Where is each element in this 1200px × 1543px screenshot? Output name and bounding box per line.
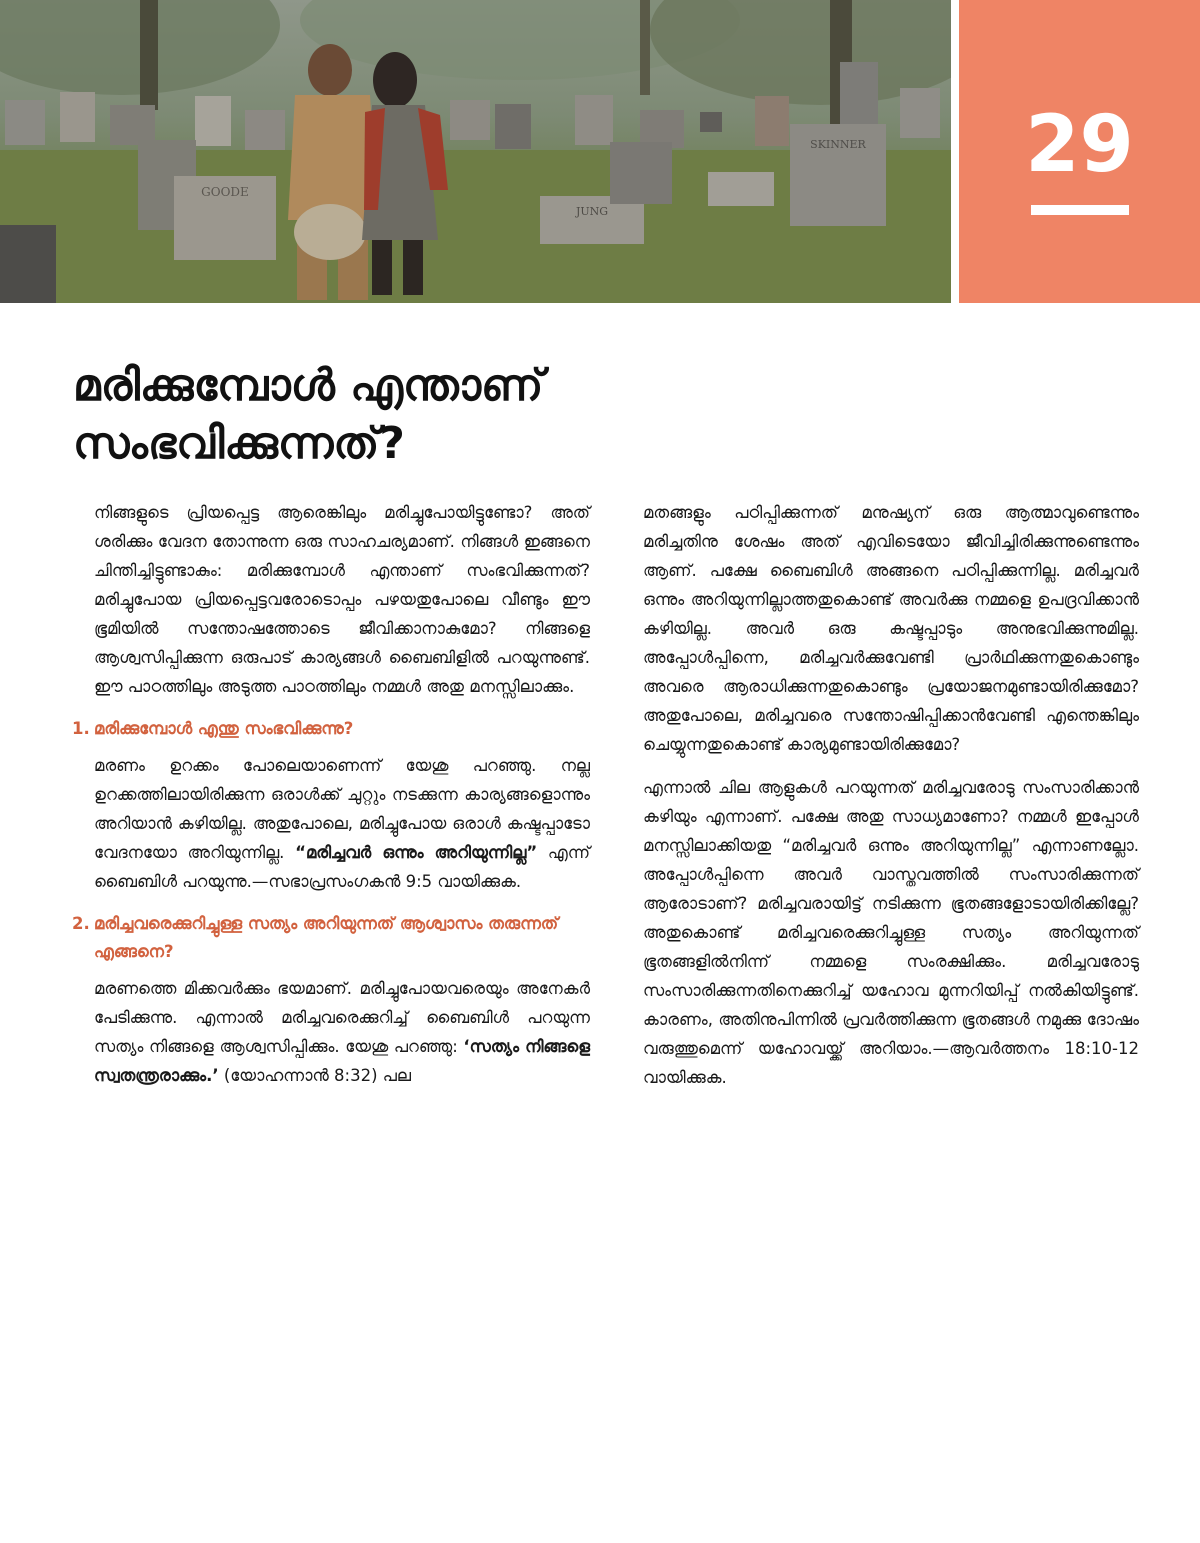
question-1-number: 1. [72,719,90,738]
lesson-number-box [959,0,1200,303]
lesson-number-underline [1031,205,1129,215]
section-2-reference: (യോഹന്നാൻ 8:32) പല [218,1066,412,1085]
gravestone-inscription: SKINNER [810,138,866,151]
page-title-line-1: മരിക്കുമ്പോൾ എന്താണ് [73,360,544,411]
right-column [643,498,1139,1106]
section-1-paragraph [94,751,590,896]
section-2-text: മരണത്തെ മിക്കവർക്കും ഭയമാണ്. മരിച്ചുപോയവരെയും അനേകർ പേടിക്കുന്നു. എന്നാൽ മരിച്ചവരെക്കുറിച്ച് ബൈബിൾ പറയുന്ന സത്യം നിങ്ങളെ ആശ്വസിപ്പിക്കും. യേശു പറഞ്ഞു: [94,979,590,1056]
section-2-quote: ‘സത്യം നിങ്ങളെ സ്വതന്ത്രരാക്കും.’ [94,1037,590,1085]
right-paragraph-1: മതങ്ങളും പഠിപ്പിക്കുന്നത് മനുഷ്യന് ഒരു ആത്മാവുണ്ടെന്നും മരിച്ചതിനു ശേഷം അത് എവിടെയോ ജീവിച്ചിരിക്കുന്നുണ്ടെന്നും ആണ്. പക്ഷേ ബൈബിൾ അങ്ങനെ പഠിപ്പിക്കുന്നില്ല. മരിച്ചവർ ഒന്നും അറിയുന്നില്ലാത്തതുകൊണ്ട് അവർക്കു നമ്മളെ ഉപദ്രവിക്കാൻ കഴിയില്ല. അവർ ഒരു കഷ്ടപ്പാടും അനുഭവിക്കുന്നുമില്ല. അപ്പോൾപ്പിന്നെ, മരിച്ചവർക്കുവേണ്ടി പ്രാർഥിക്കുന്നതുകൊണ്ടും അവരെ ആരാധിക്കുന്നതുകൊണ്ടും പ്രയോജനമുണ്ടായിരിക്കുമോ? അതുപോലെ, മരിച്ചവരെ സന്തോഷിപ്പിക്കാൻവേണ്ടി എന്തെങ്കിലും ചെയ്യുന്നതുകൊണ്ട് കാര്യമുണ്ടായിരിക്കുമോ? [643,503,1139,754]
left-column [72,498,590,1104]
question-2-number: 2. [72,914,90,933]
question-2-text: മരിച്ചവരെക്കുറിച്ചുള്ള സത്യം അറിയുന്നത് ആശ്വാസം തരുന്നത് എങ്ങനെ? [94,914,559,961]
page-title-line-2: സംഭവിക്കുന്നത്? [73,418,405,469]
lesson-number: 29 [1025,100,1134,190]
right-paragraph-2: എന്നാൽ ചില ആളുകൾ പറയുന്നത് മരിച്ചവരോടു സംസാരിക്കാൻ കഴിയും എന്നാണ്. പക്ഷേ അതു സാധ്യമാണോ? നമ്മൾ ഇപ്പോൾ മനസ്സിലാക്കിയതു “മരിച്ചവർ ഒന്നും അറിയുന്നില്ല” എന്നാണല്ലോ. അപ്പോൾപ്പിന്നെ അവർ വാസ്തവത്തിൽ സംസാരിക്കുന്നത് ആരോടാണ്? മരിച്ചവരായിട്ട് നടിക്കുന്ന ഭൂതങ്ങളോടായിരിക്കില്ലേ? അതുകൊണ്ട് മരിച്ചവരെക്കുറിച്ചുള്ള സത്യം അറിയുന്നത് ഭൂതങ്ങളിൽനിന്ന് നമ്മളെ സംരക്ഷിക്കും. മരിച്ചവരോടു സംസാരിക്കുന്നതിനെക്കുറിച്ച് യഹോവ മുന്നറിയിപ്പ് നൽകിയിട്ടുണ്ട്. കാരണം, അതിനുപിന്നിൽ പ്രവർത്തിക്കുന്ന ഭൂതങ്ങൾ നമുക്കു ദോഷം വരുത്തുമെന്ന് യഹോവയ്ക്ക് അറിയാം.—ആവർത്തനം 18:10-12 വായിക്കുക. [643,778,1139,1087]
section-1-quote: “മരിച്ചവർ ഒന്നും അറിയുന്നില്ല” [295,843,538,862]
intro-paragraph: നിങ്ങളുടെ പ്രിയപ്പെട്ട ആരെങ്കിലും മരിച്ചുപോയിട്ടുണ്ടോ? അത് ശരിക്കും വേദന തോന്നുന്ന ഒരു സാഹചര്യമാണ്. നിങ്ങൾ ഇങ്ങനെ ചിന്തിച്ചിട്ടുണ്ടാകും: മരിക്കുമ്പോൾ എന്താണ് സംഭവിക്കുന്നത്? മരിച്ചുപോയ പ്രിയപ്പെട്ടവരോടൊപ്പം പഴയതുപോലെ വീണ്ടും ഈ ഭൂമിയിൽ സന്തോഷത്തോടെ ജീവിക്കാനാകുമോ? നിങ്ങളെ ആശ്വസിപ്പിക്കുന്ന ഒരുപാട് കാര്യങ്ങൾ ബൈബിളിൽ പറയുന്നുണ്ട്. ഈ പാഠത്തിലും അടുത്ത പാഠത്തിലും നമ്മൾ അതു മനസ്സിലാക്കും. [94,503,590,696]
gravestone-inscription: JUNG [575,205,609,218]
hero-image [0,0,951,303]
question-1-heading [72,715,590,743]
question-2-heading [72,910,590,966]
question-1-text: മരിക്കുമ്പോൾ എന്തു സംഭവിക്കുന്നു? [94,719,354,738]
section-2-paragraph [94,974,590,1090]
cemetery-illustration [0,0,951,303]
page-title [73,357,773,473]
section-1-reference: എന്ന് ബൈബിൾ പറയുന്നു.—സഭാപ്രസംഗകൻ 9:5 വായിക്കുക. [94,843,590,891]
gravestone-inscription: GOODE [201,185,249,199]
section-1-text: മരണം ഉറക്കം പോലെയാണെന്ന് യേശു പറഞ്ഞു. നല്ല ഉറക്കത്തിലായിരിക്കുന്ന ഒരാൾക്ക് ചുറ്റും നടക്കുന്ന കാര്യങ്ങളൊന്നും അറിയാൻ കഴിയില്ല. അതുപോലെ, മരിച്ചുപോയ ഒരാൾ കഷ്ടപ്പാടോ വേദനയോ അറിയുന്നില്ല. [94,756,590,862]
